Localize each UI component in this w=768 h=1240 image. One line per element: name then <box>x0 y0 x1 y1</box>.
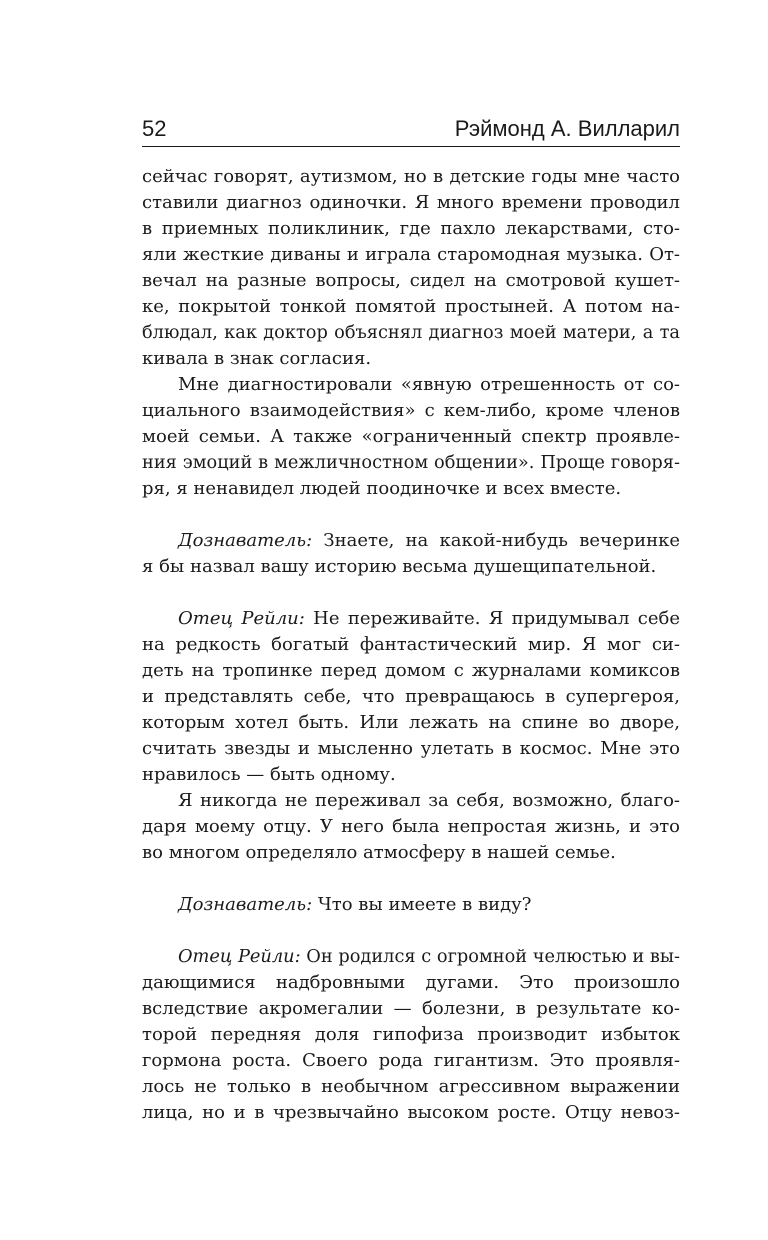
text-line: дающимися надбровными дугами. Это произошло <box>142 972 680 993</box>
text-line: ря, я ненавидел людей поодиночке и всех вместе. <box>142 478 622 499</box>
text-line: вечал на разные вопросы, сидел на смотровой кушет- <box>142 270 680 291</box>
text-line <box>142 892 680 918</box>
dialogue-question <box>142 528 680 580</box>
text-line: кивала в знак согласия. <box>142 348 372 369</box>
text-line: даря моему отцу. У него была непростая жизнь, и это <box>142 816 680 837</box>
paragraph <box>142 788 680 866</box>
text-line: и представлять себе, что превращаюсь в супергероя, <box>142 686 680 707</box>
page-number: 52 <box>142 116 167 141</box>
running-head-author: Рэймонд А. Вилларил <box>454 116 680 141</box>
text-line: сейчас говорят, аутизмом, но в детские годы мне часто <box>142 166 680 187</box>
text-line: лось не только в необычном агрессивном выражении <box>142 1076 680 1097</box>
header-rule <box>142 146 680 147</box>
running-head <box>142 112 680 146</box>
speaker-label: Отец Рейли: <box>178 947 301 967</box>
text-line: во многом определяло атмосферу в нашей семье. <box>142 842 616 863</box>
text-line: вследствие акромегалии — болезни, в результате ко- <box>142 998 680 1019</box>
dialogue-text: Он родился с огромной челюстью и вы- <box>300 947 680 967</box>
text-line: Мне диагностировали «явную отрешенность от со- <box>178 374 680 395</box>
text-line: нравилось — быть одному. <box>142 764 396 785</box>
dialogue-answer <box>142 944 680 1126</box>
paragraph-gap <box>142 866 680 892</box>
text-line: гормона роста. Своего рода гигантизм. Это проявля- <box>142 1050 680 1071</box>
dialogue-text: Что вы имеете в виду? <box>312 894 532 915</box>
text-line: лица, но и в чрезвычайно высоком росте. Отцу невоз- <box>142 1102 680 1123</box>
text-line: циального взаимодействия» с кем-либо, кроме членов <box>142 400 680 421</box>
dialogue-answer <box>142 606 680 788</box>
dialogue-question <box>142 892 680 918</box>
paragraph <box>142 372 680 502</box>
text-line: считать звезды и мысленно улетать в космос. Мне это <box>142 738 680 759</box>
text-line: деть на тропинке перед домом с журналами комиксов <box>142 660 680 681</box>
paragraph-gap <box>142 502 680 528</box>
text-line: в приемных поликлиник, где пахло лекарствами, сто- <box>142 218 680 239</box>
text-line: которым хотел быть. Или лежать на спине во дворе, <box>142 712 680 733</box>
speaker-label: Дознаватель: <box>178 530 313 551</box>
text-line: яли жесткие диваны и играла старомодная музыка. От- <box>142 244 680 265</box>
text-line: торой передняя доля гипофиза производит избыток <box>142 1024 680 1045</box>
speaker-label: Отец Рейли: <box>178 608 305 629</box>
paragraph-gap <box>142 918 680 944</box>
text-line: ния эмоций в межличностном общении». Проще говоря- <box>142 453 680 473</box>
text-line <box>142 528 680 554</box>
text-line: ке, покрытой тонкой помятой простыней. А потом на- <box>142 296 680 317</box>
text-line: ставили диагноз одиночки. Я много времени проводил <box>142 192 680 213</box>
text-line: я бы назвал вашу историю весьма душещипательной. <box>142 556 657 577</box>
text-line: Я никогда не переживал за себя, возможно, благо- <box>178 790 680 811</box>
dialogue-text: Знаете, на какой-нибудь вечеринке <box>312 530 680 551</box>
text-body <box>142 164 680 1126</box>
dialogue-text: Не переживайте. Я придумывал себе <box>304 608 680 629</box>
text-line <box>142 606 680 632</box>
paragraph-gap <box>142 580 680 606</box>
text-line: блюдал, как доктор объяснял диагноз моей матери, а та <box>142 323 680 343</box>
text-line: моей семьи. А также «ограниченный спектр проявле- <box>142 426 680 447</box>
text-line: на редкость богатый фантастический мир. Я мог си- <box>142 634 680 655</box>
text-line <box>142 944 680 970</box>
paragraph <box>142 164 680 372</box>
speaker-label: Дознаватель: <box>178 894 313 915</box>
